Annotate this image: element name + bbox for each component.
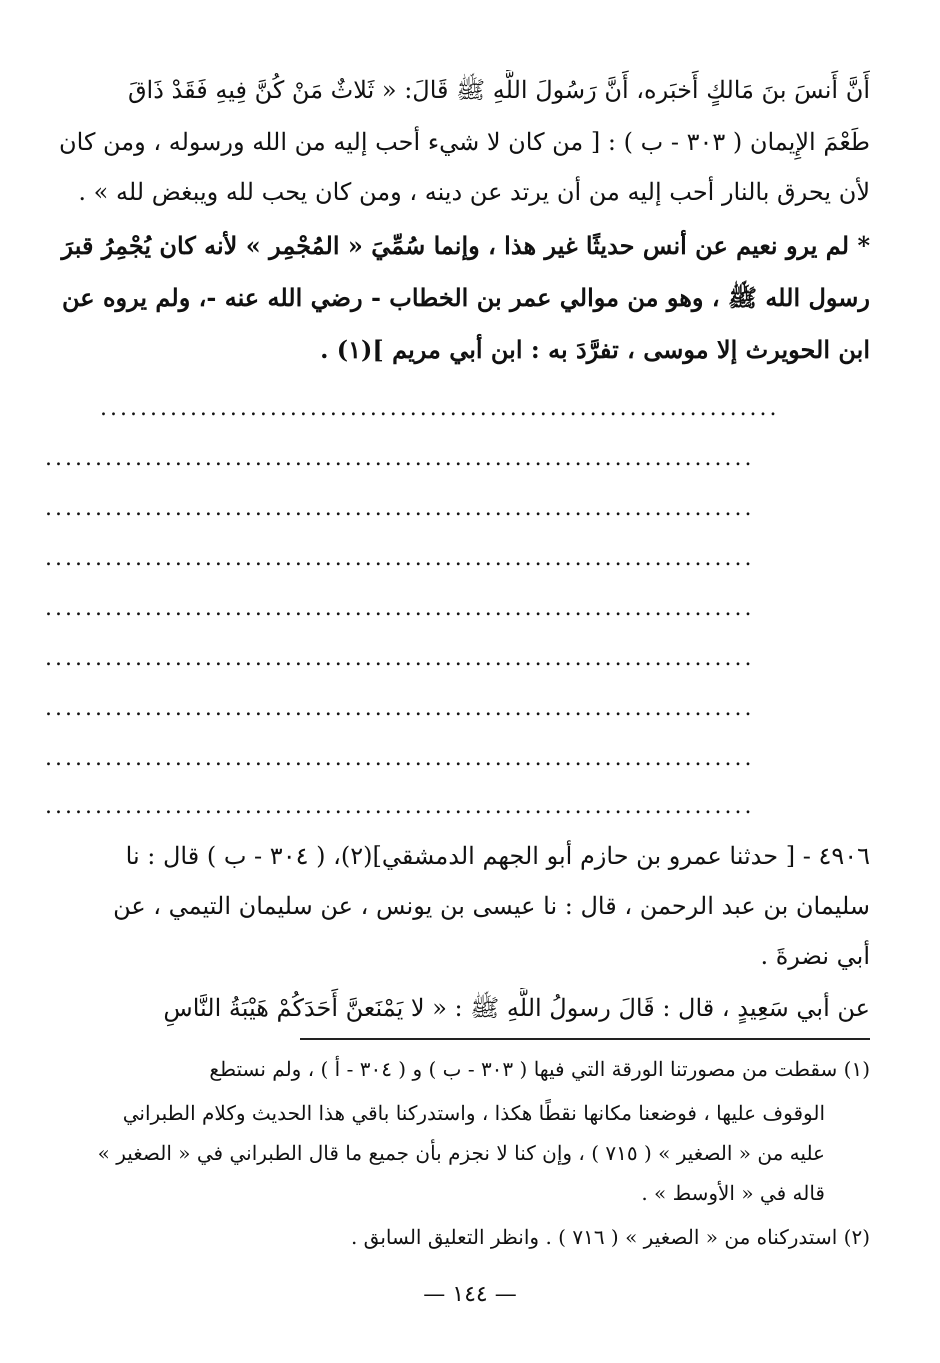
footnote-line: عليه من « الصغير » ( ٧١٥ ) ، وإن كنا لا نجزم بأن جميع ما قال الطبراني في « الصغير » — [97, 1141, 825, 1165]
dotted-line: ....................................................................... — [45, 596, 755, 621]
dotted-line: ....................................................................... — [45, 746, 755, 771]
text-line: رسول الله ﷺ ، وهو من موالي عمر بن الخطاب - رضي الله عنه -، ولم يروه عن — [62, 283, 870, 312]
text-line: ابن الحويرث إلا موسى ، تفرَّدَ به : ابن أبي مريم ](١) . — [320, 335, 870, 364]
text-line: عن أبي سَعِيدٍ ، قال : قَالَ رسولُ اللَّهِ ﷺ : « لا يَمْنَعنَّ أَحَدَكُمْ هَيْبَةُ النَّاسِ — [163, 994, 870, 1022]
text-line: أَنَّ أَنسَ بنَ مَالكٍ أَخبَره، أَنَّ رَسُولَ اللَّهِ ﷺ قَالَ: « ثَلاثٌ مَنْ كُنَّ فِيهِ فَقَدْ ذَاقَ — [127, 76, 870, 104]
dotted-line: ....................................................................... — [45, 794, 755, 819]
dotted-line: ....................................................................... — [45, 546, 755, 571]
dotted-line: ....................................................................... — [45, 646, 755, 671]
dotted-line: ....................................................................... — [45, 446, 755, 471]
footnote-line: (١) سقطت من مصورتنا الورقة التي فيها ( ٣٠٣ - ب ) و ( ٣٠٤ - أ ) ، ولم نستطع — [209, 1057, 870, 1081]
footnote-line: الوقوف عليها ، فوضعنا مكانها نقطًا هكذا ، واستدركنا باقي هذا الحديث وكلام الطبراني — [122, 1101, 825, 1125]
footnote-separator — [300, 1038, 870, 1040]
footnote-line: قاله في « الأوسط » . — [641, 1181, 825, 1205]
hadith-heading-line: ٤٩٠٦ - [ حدثنا عمرو بن حازم أبو الجهم الدمشقي](٢)، ( ٣٠٤ - ب ) قال : نا — [125, 842, 870, 870]
text-line: * لم يرو نعيم عن أنس حديثًا غير هذا ، وإنما سُمِّيَ « المُجْمِر » لأنه كان يُجْمِرُ قبرَ — [61, 231, 870, 260]
text-line: أبي نضرةَ . — [760, 942, 870, 970]
text-line: لأن يحرق بالنار أحب إليه من أن يرتد عن دينه ، ومن كان يحب لله ويبغض لله » . — [78, 178, 870, 206]
page-number: — ١٤٤ — — [423, 1282, 517, 1307]
dotted-line: .................................................................... — [100, 396, 780, 421]
footnote-line: (٢) استدركناه من « الصغير » ( ٧١٦ ) . وانظر التعليق السابق . — [350, 1225, 870, 1249]
text-line: سليمان بن عبد الرحمن ، قال : نا عيسى بن يونس ، عن سليمان التيمي ، عن — [113, 892, 870, 920]
text-line: طَعْمَ الإِيمان ( ٣٠٣ - ب ) : [ من كان لا شيء أحب إليه من الله ورسوله ، ومن كان — [59, 128, 870, 156]
dotted-line: ....................................................................... — [45, 496, 755, 521]
dotted-line: ....................................................................... — [45, 696, 755, 721]
